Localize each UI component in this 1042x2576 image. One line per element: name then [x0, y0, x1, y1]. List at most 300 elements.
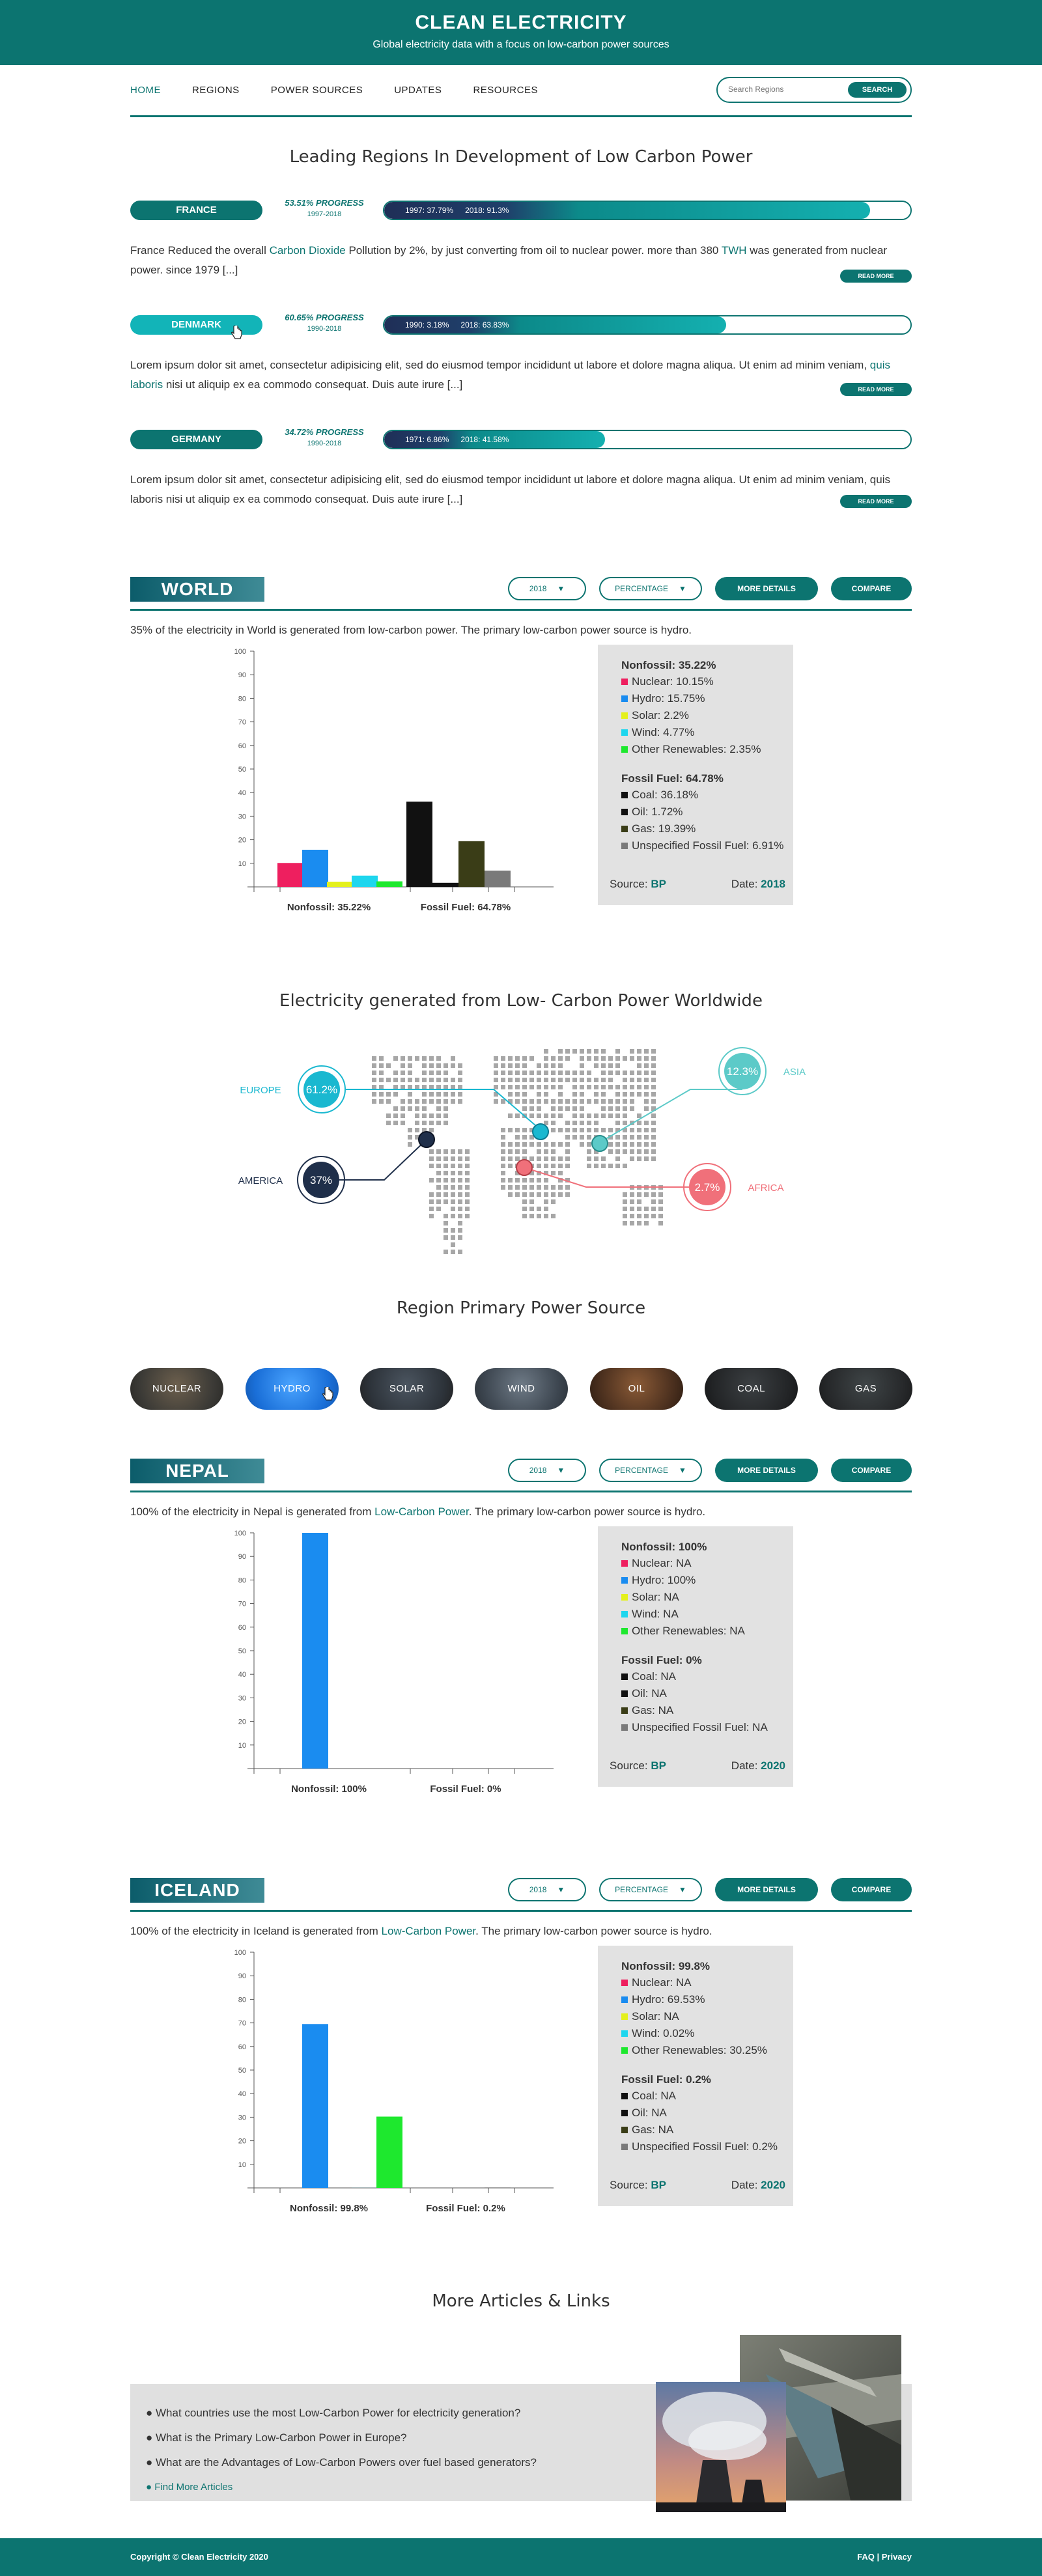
map-dot [522, 1085, 527, 1089]
nav-regions[interactable]: REGIONS [192, 85, 240, 96]
map-dot [623, 1164, 627, 1168]
caret-down-icon: ▼ [678, 1885, 686, 1894]
map-dot [594, 1092, 598, 1097]
more-details-button[interactable]: MORE DETAILS [715, 1459, 818, 1482]
map-dot [551, 1085, 556, 1089]
map-dot [644, 1078, 649, 1082]
source-wind-button[interactable]: WIND [475, 1368, 568, 1410]
map-dot [522, 1142, 527, 1147]
map-dot [458, 1228, 462, 1233]
map-dot [615, 1071, 620, 1075]
map-dot [565, 1128, 570, 1132]
map-dot [415, 1056, 419, 1061]
map-dot [630, 1156, 634, 1161]
map-dot [529, 1207, 534, 1211]
swatch [621, 843, 628, 849]
map-dot [422, 1085, 427, 1089]
swatch [621, 826, 628, 832]
y-tick-label: 20 [238, 836, 246, 845]
svg-text:EUROPE: EUROPE [240, 1085, 281, 1096]
y-tick-label: 100 [234, 1949, 246, 1957]
bar-fossil [458, 841, 485, 887]
map-dot [544, 1049, 548, 1054]
map-dot [615, 1099, 620, 1104]
swatch [621, 2127, 628, 2133]
progress-bar: 1990: 3.18% 2018: 63.83% [383, 315, 912, 335]
link-carbon-dioxide[interactable]: Carbon Dioxide [269, 244, 346, 257]
map-dot [451, 1250, 455, 1254]
map-dot [494, 1071, 498, 1075]
map-dot [608, 1113, 613, 1118]
map-dot [601, 1092, 606, 1097]
map-dot [651, 1113, 656, 1118]
y-tick-label: 70 [238, 718, 246, 727]
compare-button[interactable]: COMPARE [831, 1459, 912, 1482]
map-dot [587, 1099, 591, 1104]
x-group-label: Fossil Fuel: 0.2% [426, 2203, 505, 2214]
map-dot [451, 1149, 455, 1154]
map-dot [458, 1178, 462, 1183]
map-dot [651, 1149, 656, 1154]
map-dot [651, 1071, 656, 1075]
map-dot [551, 1063, 556, 1068]
map-dot [565, 1142, 570, 1147]
map-dot [594, 1128, 598, 1132]
map-dot [436, 1171, 441, 1175]
y-tick-label: 70 [238, 2019, 246, 2028]
map-dot [408, 1085, 412, 1089]
y-tick-label: 20 [238, 1718, 246, 1726]
nav-resources[interactable]: RESOURCES [473, 85, 538, 96]
map-dot [537, 1085, 541, 1089]
map-dot [587, 1056, 591, 1061]
map-dot [436, 1071, 441, 1075]
map-dot [551, 1164, 556, 1168]
map-dot [615, 1121, 620, 1125]
y-tick-label: 90 [238, 671, 246, 680]
map-dot [644, 1149, 649, 1154]
map-dot [572, 1049, 577, 1054]
map-dot [623, 1099, 627, 1104]
article-link[interactable]: ● What is the Primary Low-Carbon Power in Europe? [146, 2431, 407, 2444]
map-dot [522, 1063, 527, 1068]
map-dot [630, 1049, 634, 1054]
map-dot [372, 1092, 376, 1097]
map-dot [587, 1049, 591, 1054]
map-dot [529, 1056, 534, 1061]
swatch [621, 1980, 628, 1986]
map-dot [529, 1085, 534, 1089]
map-dot [529, 1113, 534, 1118]
map-dot [372, 1078, 376, 1082]
map-dot [408, 1063, 412, 1068]
map-dot [565, 1099, 570, 1104]
map-dot [658, 1221, 663, 1225]
map-dot [615, 1149, 620, 1154]
map-dot [401, 1063, 405, 1068]
map-dot [522, 1071, 527, 1075]
map-dot [615, 1156, 620, 1161]
europe-callout[interactable] [240, 1066, 345, 1113]
map-dot [494, 1056, 498, 1061]
source-link[interactable]: BP [651, 878, 666, 890]
map-dot [630, 1128, 634, 1132]
map-dot [601, 1078, 606, 1082]
map-dot [644, 1071, 649, 1075]
source-coal-button[interactable]: COAL [705, 1368, 798, 1410]
article-link[interactable]: ● What countries use the most Low-Carbon Power for electricity generation? [146, 2407, 521, 2419]
map-dot [658, 1214, 663, 1218]
map-dot [444, 1221, 448, 1225]
legend-panel: Nonfossil: 100% Nuclear: NA Hydro: 100% Solar: NA Wind: NA Other Renewables: NA Fossil Fuel: 0% Coal: NA Oil: NA Gas: NA Unspecified Fossil Fuel: NA Source: BP Date: 2020 [598, 1526, 793, 1787]
swatch [621, 729, 628, 736]
map-dot [451, 1235, 455, 1240]
map-dot [551, 1171, 556, 1175]
map-dot [551, 1113, 556, 1118]
source-hydro-button[interactable]: HYDRO [246, 1368, 339, 1410]
map-dot [615, 1106, 620, 1111]
map-dot [651, 1063, 656, 1068]
map-dot [623, 1078, 627, 1082]
nav-home[interactable]: HOME [130, 85, 161, 96]
map-dot [644, 1049, 649, 1054]
map-dot [415, 1121, 419, 1125]
map-dot [594, 1063, 598, 1068]
map-dot [458, 1099, 462, 1104]
map-dot [522, 1214, 527, 1218]
footer-links[interactable]: FAQ | Privacy [857, 2552, 912, 2562]
svg-text:37%: 37% [309, 1174, 333, 1186]
map-dot [494, 1085, 498, 1089]
map-dot [637, 1156, 641, 1161]
region-description-france: France Reduced the overall Carbon Dioxide Pollution by 2%, by just converting from oil to nuclear power. more than 380 TWH was generated from nuclear power. since 1979 [...] [130, 244, 887, 276]
map-dot [501, 1171, 505, 1175]
map-dot [444, 1250, 448, 1254]
read-more-button[interactable]: READ MORE [840, 270, 912, 283]
year-select[interactable]: 2018 ▼ [508, 577, 586, 600]
map-dot [558, 1092, 563, 1097]
map-dot [444, 1235, 448, 1240]
map-dot [458, 1235, 462, 1240]
map-dot [386, 1063, 391, 1068]
bar-nonfossil [302, 850, 328, 887]
map-dot [565, 1071, 570, 1075]
map-dot [515, 1078, 520, 1082]
map-dot [451, 1171, 455, 1175]
map-dot [458, 1207, 462, 1211]
map-dot [544, 1063, 548, 1068]
map-dot [537, 1214, 541, 1218]
link-twh[interactable]: TWH [721, 244, 747, 257]
map-dot [558, 1185, 563, 1190]
y-tick-label: 50 [238, 1647, 246, 1655]
map-dot [651, 1214, 656, 1218]
map-dot [601, 1164, 606, 1168]
map-dot [465, 1171, 470, 1175]
map-dot [572, 1121, 577, 1125]
map-dot [522, 1178, 527, 1183]
map-dot [580, 1071, 584, 1075]
map-dot [465, 1185, 470, 1190]
map-dot [372, 1099, 376, 1104]
map-dot [436, 1207, 441, 1211]
map-dot [630, 1099, 634, 1104]
map-dot [644, 1099, 649, 1104]
map-dot [651, 1078, 656, 1082]
map-dot [515, 1135, 520, 1140]
swatch [621, 1594, 628, 1601]
america-callout[interactable] [238, 1156, 345, 1203]
map-dot [537, 1178, 541, 1183]
asia-callout[interactable] [719, 1048, 806, 1095]
map-dot [630, 1221, 634, 1225]
map-dot [429, 1178, 434, 1183]
map-dot [630, 1142, 634, 1147]
more-details-button[interactable]: MORE DETAILS [715, 577, 818, 600]
map-dot [537, 1156, 541, 1161]
year-select[interactable]: 2018 ▼ [508, 1878, 586, 1901]
map-dot [587, 1128, 591, 1132]
mode-select[interactable]: PERCENTAGE ▼ [599, 1459, 702, 1482]
map-dot [436, 1185, 441, 1190]
map-dot [544, 1185, 548, 1190]
y-tick-label: 10 [238, 860, 246, 868]
map-dot [651, 1156, 656, 1161]
map-dot [444, 1085, 448, 1089]
map-dot [551, 1149, 556, 1154]
read-more-button[interactable]: READ MORE [840, 383, 912, 396]
map-dot [465, 1149, 470, 1154]
africa-callout[interactable] [684, 1164, 784, 1211]
map-dot [458, 1192, 462, 1197]
map-dot [608, 1063, 613, 1068]
map-dot [508, 1156, 513, 1161]
search-input[interactable] [728, 85, 839, 94]
y-tick-label: 80 [238, 695, 246, 703]
map-dot [580, 1063, 584, 1068]
map-dot [515, 1156, 520, 1161]
map-dot [544, 1214, 548, 1218]
map-dot [630, 1078, 634, 1082]
map-dot [429, 1192, 434, 1197]
nav-power-sources[interactable]: POWER SOURCES [270, 85, 363, 96]
map-dot [644, 1192, 649, 1197]
map-dot [558, 1078, 563, 1082]
read-more-button[interactable]: READ MORE [840, 495, 912, 508]
map-dot [644, 1214, 649, 1218]
map-dot [623, 1106, 627, 1111]
map-dot [415, 1078, 419, 1082]
map-dot [501, 1178, 505, 1183]
map-title: Electricity generated from Low- Carbon Power Worldwide [279, 991, 763, 1011]
map-dot [630, 1192, 634, 1197]
map-dot [623, 1192, 627, 1197]
map-dot [451, 1214, 455, 1218]
source-link[interactable]: BP [651, 1759, 666, 1772]
map-dot [465, 1214, 470, 1218]
map-dot [458, 1063, 462, 1068]
map-dot [515, 1092, 520, 1097]
year-select[interactable]: 2018 ▼ [508, 1459, 586, 1482]
map-dot [601, 1056, 606, 1061]
map-dot [601, 1071, 606, 1075]
find-more-articles-link[interactable]: ● Find More Articles [146, 2482, 233, 2493]
map-dot [537, 1099, 541, 1104]
map-dot [401, 1071, 405, 1075]
map-dot [637, 1221, 641, 1225]
bar-fossil [432, 883, 458, 887]
map-dot [630, 1135, 634, 1140]
map-dot [429, 1156, 434, 1161]
map-dot [458, 1185, 462, 1190]
map-dot [372, 1063, 376, 1068]
map-dot [637, 1085, 641, 1089]
map-dot [644, 1106, 649, 1111]
map-dot [422, 1078, 427, 1082]
map-dot [494, 1078, 498, 1082]
map-dot [422, 1106, 427, 1111]
source-link[interactable]: BP [651, 2179, 666, 2191]
map-dot [444, 1063, 448, 1068]
map-dot [458, 1214, 462, 1218]
region-badge-france[interactable]: FRANCE [130, 201, 262, 220]
map-dot [465, 1178, 470, 1183]
map-dot [651, 1099, 656, 1104]
bar-nonfossil [302, 1533, 328, 1769]
map-dot [630, 1214, 634, 1218]
nav-updates[interactable]: UPDATES [394, 85, 442, 96]
map-dot [594, 1085, 598, 1089]
compare-button[interactable]: COMPARE [831, 1878, 912, 1901]
progress-label: 53.51% PROGRESS 1997-2018 [285, 198, 364, 218]
swatch [621, 792, 628, 798]
map-dot [580, 1078, 584, 1082]
map-dot [422, 1071, 427, 1075]
region-badge-germany[interactable]: GERMANY [130, 430, 262, 449]
link-low-carbon-power[interactable]: Low-Carbon Power [374, 1505, 469, 1518]
legend-panel: Nonfossil: 35.22% Nuclear: 10.15% Hydro: 15.75% Solar: 2.2% Wind: 4.77% Other Renewables: 2.35% Fossil Fuel: 64.78% Coal: 36.18% Oil: 1.72% Gas: 19.39% Unspecified Fossil Fuel: 6.91% Source: BP Date: 2018 [598, 645, 793, 905]
map-dot [644, 1128, 649, 1132]
map-dot [429, 1164, 434, 1168]
map-dot [501, 1142, 505, 1147]
map-dot [444, 1078, 448, 1082]
map-dot [408, 1135, 412, 1140]
caret-down-icon: ▼ [678, 1466, 686, 1475]
map-dot [408, 1056, 412, 1061]
map-dot [537, 1063, 541, 1068]
map-dot [580, 1056, 584, 1061]
map-dot [644, 1056, 649, 1061]
map-dot [644, 1142, 649, 1147]
map-dot [544, 1092, 548, 1097]
map-dot [458, 1092, 462, 1097]
map-dot [615, 1056, 620, 1061]
map-dot [436, 1178, 441, 1183]
map-dot [529, 1199, 534, 1204]
map-dot [623, 1214, 627, 1218]
map-dot [429, 1128, 434, 1132]
map-dot [422, 1121, 427, 1125]
link-low-carbon-power[interactable]: Low-Carbon Power [381, 1925, 476, 1937]
map-dot [623, 1056, 627, 1061]
map-dot [637, 1207, 641, 1211]
map-dot [508, 1056, 513, 1061]
map-dot [429, 1063, 434, 1068]
map-dot [422, 1056, 427, 1061]
source-nuclear-button[interactable]: NUCLEAR [130, 1368, 223, 1410]
copyright-text: Copyright © Clean Electricity 2020 [130, 2552, 268, 2562]
map-dot [537, 1164, 541, 1168]
power-plant-image [656, 2382, 786, 2512]
map-dot [565, 1164, 570, 1168]
map-dot [501, 1149, 505, 1154]
map-dot [429, 1085, 434, 1089]
map-dot [515, 1192, 520, 1197]
mode-select[interactable]: PERCENTAGE ▼ [599, 1878, 702, 1901]
map-dot [379, 1056, 384, 1061]
region-description-denmark: Lorem ipsum dolor sit amet, consectetur adipisicing elit, sed do eiusmod tempor incididunt ut labore et dolore magna aliqua. Ut enim ad minim veniam, quis laboris nisi ut aliquip ex ea commodo consequat. Duis aute irure [...] [130, 359, 890, 391]
map-dot [544, 1113, 548, 1118]
svg-text:AMERICA: AMERICA [238, 1175, 283, 1186]
map-dot [522, 1192, 527, 1197]
map-dot [623, 1207, 627, 1211]
map-dot [565, 1185, 570, 1190]
search-button[interactable]: SEARCH [848, 82, 907, 98]
more-details-button[interactable]: MORE DETAILS [715, 1878, 818, 1901]
map-dot [572, 1106, 577, 1111]
map-dot [451, 1199, 455, 1204]
svg-text:ASIA: ASIA [783, 1067, 806, 1078]
swatch [621, 1673, 628, 1680]
map-dot [587, 1113, 591, 1118]
source-solar-button[interactable]: SOLAR [360, 1368, 453, 1410]
map-dot [580, 1092, 584, 1097]
map-dot [522, 1078, 527, 1082]
map-dot [637, 1149, 641, 1154]
link-quis-laboris[interactable]: quis laboris [130, 359, 890, 391]
swatch [621, 1628, 628, 1634]
map-dot [501, 1099, 505, 1104]
map-dot [644, 1135, 649, 1140]
map-dot [587, 1121, 591, 1125]
map-dot [594, 1099, 598, 1104]
map-dot [393, 1106, 398, 1111]
map-dot [501, 1156, 505, 1161]
map-dot [608, 1106, 613, 1111]
y-tick-label: 10 [238, 2161, 246, 2169]
compare-button[interactable]: COMPARE [831, 577, 912, 600]
map-dot [637, 1063, 641, 1068]
map-dot [558, 1142, 563, 1147]
map-dot [429, 1113, 434, 1118]
map-dot [458, 1078, 462, 1082]
map-dot [544, 1071, 548, 1075]
region-badge-denmark[interactable]: DENMARK [130, 315, 262, 335]
map-dot [651, 1056, 656, 1061]
map-dot [551, 1078, 556, 1082]
article-link[interactable]: ● What are the Advantages of Low-Carbon Powers over fuel based generators? [146, 2456, 537, 2469]
y-tick-label: 100 [234, 1530, 246, 1537]
map-dot [451, 1056, 455, 1061]
mode-select[interactable]: PERCENTAGE ▼ [599, 577, 702, 600]
map-dot [544, 1164, 548, 1168]
site-footer [0, 2538, 1042, 2576]
map-dot [630, 1085, 634, 1089]
source-gas-button[interactable]: GAS [819, 1368, 912, 1410]
source-oil-button[interactable]: OIL [590, 1368, 683, 1410]
map-dot [580, 1113, 584, 1118]
map-dot [501, 1135, 505, 1140]
